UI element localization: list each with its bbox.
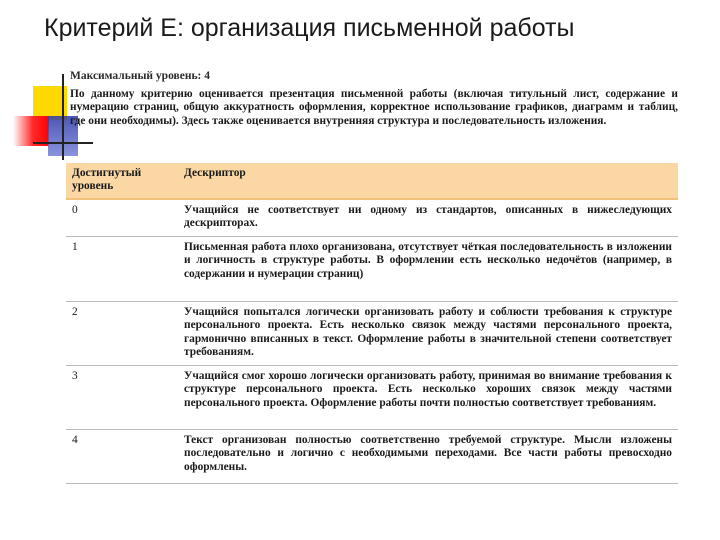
table-row bbox=[66, 430, 678, 484]
level-cell: 4 bbox=[66, 430, 178, 484]
descriptor-text-start: Письменная работа bbox=[184, 241, 290, 253]
descriptor-cell: Учащийся смог хорошо логически организовать работу, принимая во внимание требования к структуре персонального проекта. Есть несколько хороших связок между частями персонального проекта. Оформление работы почти полностью соответствует требованиям. bbox=[178, 366, 678, 430]
criteria-table bbox=[66, 163, 678, 484]
header-level: Достигнутый уровень bbox=[66, 163, 178, 199]
criterion-document bbox=[66, 70, 678, 128]
descriptor-cell: Учащийся не соответствует ни одному из стандартов, описанных в нижеследующих дескрипторах. bbox=[178, 199, 678, 237]
decorative-vertical-line bbox=[62, 74, 64, 160]
level-cell: 3 bbox=[66, 366, 178, 430]
table-row bbox=[66, 199, 678, 237]
criterion-intro-text: По данному критерию оценивается презентация письменной работы (включая титульный лист, содержание и нумерацию страниц, общую аккуратность оформления, корректное использование графиков, диаграмм и таблиц, где они необходимы). Здесь также оценивается внутренняя структура и последовательность изложения. bbox=[70, 88, 678, 127]
table-row bbox=[66, 302, 678, 366]
level-cell: 0 bbox=[66, 199, 178, 237]
slide-title: Критерий E: организация письменной работы bbox=[44, 14, 575, 42]
level-cell: 2 bbox=[66, 302, 178, 366]
descriptor-cell: Текст организован полностью соответственно требуемой структуре. Мысли изложены последовательно и логично с необходимыми переходами. Все части работы превосходно оформлены. bbox=[178, 430, 678, 484]
header-descriptor: Дескриптор bbox=[178, 163, 678, 199]
table-row bbox=[66, 237, 678, 302]
criterion-header bbox=[66, 70, 678, 128]
descriptor-emphasis: плохо организована bbox=[289, 241, 393, 253]
descriptor-cell: Учащийся попытался логически организовать работу и соблюсти требования к структуре персонального проекта. Есть несколько связок между частями персонального проекта, гармонично вписанных в текст. Оформление работы в значительной степени соответствует требованиям. bbox=[178, 302, 678, 366]
max-level-text: Максимальный уровень: 4 bbox=[70, 70, 211, 82]
descriptor-cell bbox=[178, 237, 678, 302]
table-header-row bbox=[66, 163, 678, 199]
level-cell: 1 bbox=[66, 237, 178, 302]
descriptor-text-end: , отсутствует чёткая последовательность в изложении и логичность в структуре работы. В оформлении есть несколько недочётов (например, в содержании и нумерации страниц) bbox=[184, 241, 672, 280]
decorative-horizontal-line bbox=[33, 142, 93, 144]
table-row bbox=[66, 366, 678, 430]
